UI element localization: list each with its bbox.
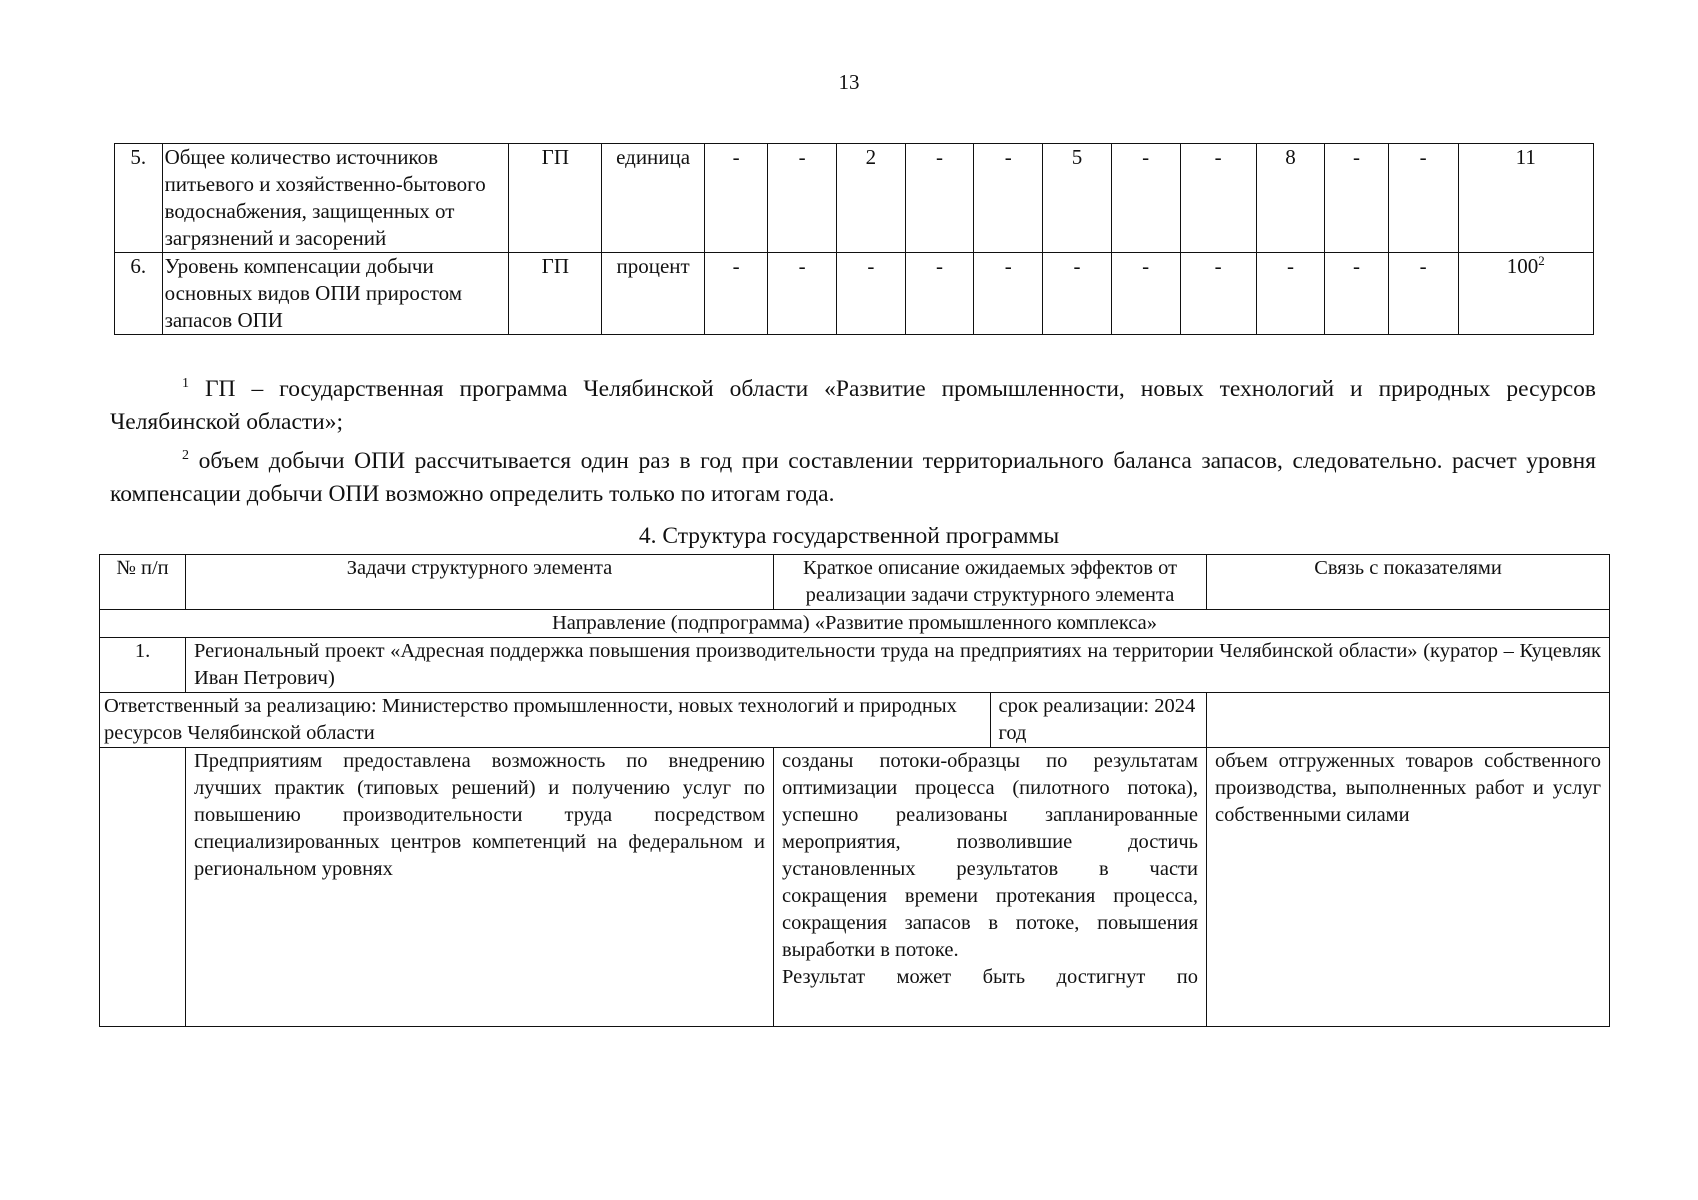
value-cell: - [704,144,767,253]
structure-table [99,554,1610,1027]
project-number: 1. [100,638,186,693]
effect-text-continued: Результат может быть достигнут по [782,966,1198,988]
value-cell: - [704,253,767,335]
footnote-ref: 2 [1538,253,1545,268]
value-cell: - [1111,253,1180,335]
footnotes [110,367,1596,511]
header-effects: Краткое описание ожидаемых эффектов от реализации задачи структурного элемента [774,555,1207,610]
table-row [115,253,1594,335]
responsible-split [100,693,1206,747]
value-cell: - [1180,144,1256,253]
row-number: 5. [115,144,163,253]
value-cell: - [1388,144,1458,253]
header-row [100,555,1610,610]
indicator-source: ГП [509,144,602,253]
value-cell: - [1180,253,1256,335]
value-cell: 11 [1458,144,1593,253]
table-row [115,144,1594,253]
indicator-name: Уровень компенсации добычи основных видов ОПИ приростом запасов ОПИ [162,253,509,335]
task-text: Предприятиям предоставлена возможность по внедрению лучших практик (типовых решений) и получению услуг по повышению производительности труда посредством специализированных центров компетенций на федеральном и региональном уровнях [186,748,774,1027]
value-cell: - [1325,144,1388,253]
header-num: № п/п [100,555,186,610]
responsible-row [100,693,1610,748]
value-cell: - [1325,253,1388,335]
task-num-empty [100,748,186,1027]
page-number: 13 [838,70,860,94]
value-cell: 5 [1043,144,1112,253]
term-text: срок реализации: 2024 год [998,695,1196,744]
footnote-marker: 1 [182,376,189,391]
value-cell: - [974,144,1043,253]
indicator-source: ГП [509,253,602,335]
value-cell-last [1458,253,1593,335]
indicators-table [114,143,1594,335]
value-cell: - [905,253,974,335]
value-cell: - [974,253,1043,335]
footnote-text: объем добычи ОПИ рассчитывается один раз в год при составлении территориального баланса запасов, следовательно. расчет уровня компенсации добычи ОПИ возможно определить только по итогам года. [110,447,1596,507]
value-cell: - [768,253,837,335]
value-cell: - [905,144,974,253]
value-cell: - [1256,253,1325,335]
value-cell: - [837,253,906,335]
footnote-1 [110,367,1596,439]
value-cell: 8 [1256,144,1325,253]
value-cell: - [1388,253,1458,335]
value-cell: - [1111,144,1180,253]
last-value: 100 [1506,254,1539,278]
link-text: объем отгруженных товаров собственного производства, выполненных работ и услуг собственными силами [1207,748,1610,1027]
direction-row [100,610,1610,638]
footnote-2 [110,439,1596,511]
footnote-marker: 2 [182,447,189,463]
value-cell: - [768,144,837,253]
value-cell: 2 [837,144,906,253]
project-row [100,638,1610,693]
direction-title: Направление (подпрограмма) «Развитие промышленного комплекса» [100,610,1610,638]
effect-cell [774,748,1207,1027]
indicator-name: Общее количество источников питьевого и хозяйственно-бытового водоснабжения, защищенных от загрязнений и засорений [162,144,509,253]
task-row [100,748,1610,1027]
project-name: Региональный проект «Адресная поддержка повышения производительности труда на предприятиях на территории Челябинской области» (куратор – Куцевляк Иван Петрович) [186,638,1610,693]
indicator-unit: единица [602,144,705,253]
responsible-text: Ответственный за реализацию: Министерство промышленности, новых технологий и природных ресурсов Челябинской области [100,693,990,747]
header-link: Связь с показателями [1207,555,1610,610]
indicator-unit: процент [602,253,705,335]
value-cell: - [1043,253,1112,335]
row-number: 6. [115,253,163,335]
responsible-empty [1207,693,1610,748]
header-tasks: Задачи структурного элемента [186,555,774,610]
section-title: 4. Структура государственной программы [638,523,1060,549]
effect-text-wrap [782,748,1198,1026]
effect-text: созданы потоки-образцы по результатам оптимизации процесса (пилотного потока), успешно реализованы запланированные мероприятия, позволившие достичь установленных результатов в части сокращения времени протекания процесса, сокращения запасов в потоке, повышения выработки в потоке. [782,750,1198,961]
footnote-text: ГП – государственная программа Челябинской области «Развитие промышленности, новых технологий и природных ресурсов Челябинской области»; [110,375,1596,435]
